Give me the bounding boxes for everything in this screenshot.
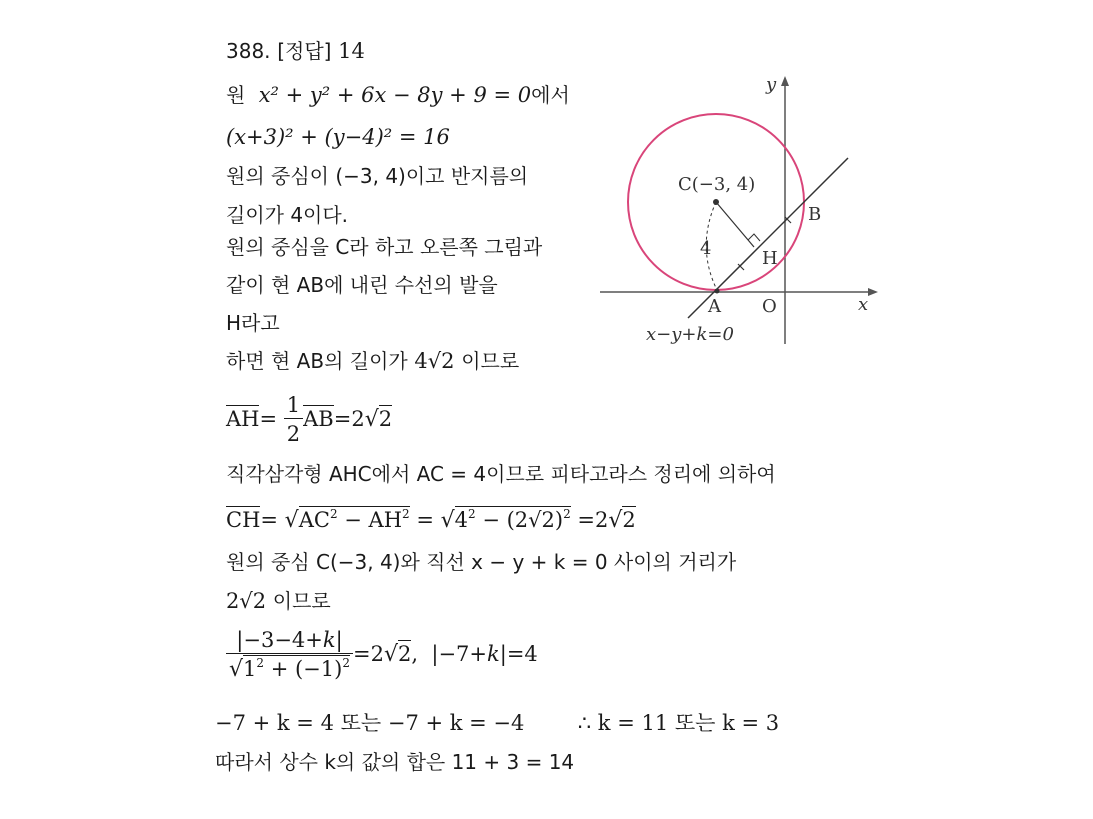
standard-form-equation: (x+3)² + (y−4)² = 16 — [226, 125, 450, 149]
text-line-7: 같이 현 AB에 내린 수선의 발을 — [226, 273, 498, 297]
text-line-11: 직각삼각형 AHC에서 AC = 4이므로 피타고라스 정리에 의하여 — [226, 462, 776, 486]
right-angle-icon — [748, 234, 760, 241]
answer-value: 14 — [338, 39, 365, 63]
answer-tag: [정답] — [277, 39, 332, 63]
circle-equation: x² + y² + 6x − 8y + 9 = 0 — [258, 83, 532, 107]
distance-value: 2√2 — [226, 589, 267, 613]
label-b: B — [808, 204, 822, 225]
label-a: A — [708, 296, 721, 317]
k-cases: −7 + k = 4 또는 −7 + k = −4 — [215, 711, 525, 735]
label-o: O — [762, 296, 777, 317]
k-solution-line — [215, 708, 779, 738]
y-axis-arrow-icon — [781, 76, 789, 86]
conclusion-line — [215, 747, 574, 777]
problem-header — [226, 36, 365, 66]
label-center: C(−3, 4) — [678, 174, 756, 195]
text-circle: 원 — [226, 83, 246, 107]
center-point — [713, 199, 719, 205]
problem-number: 388. — [226, 39, 271, 63]
text-line-6: 원의 중심을 C라 하고 오른쪽 그림과 — [226, 235, 543, 259]
distance-line — [226, 586, 331, 616]
label-h: H — [762, 248, 778, 269]
text-line-13: 원의 중심 C(−3, 4)와 직선 x − y + k = 0 사이의 거리가 — [226, 550, 737, 574]
text-line-5: 길이가 4이다. — [226, 203, 349, 227]
geometry-figure — [596, 72, 886, 352]
text-line-4: 원의 중심이 (−3, 4)이고 반지름의 — [226, 164, 529, 188]
conclusion-text: 따라서 상수 k의 값의 합은 11 + 3 = 14 — [215, 750, 575, 774]
x-axis-arrow-icon — [868, 288, 878, 296]
text-suffix: 에서 — [531, 83, 570, 107]
text-chord-suffix: 이므로 — [461, 349, 520, 373]
label-line-equation: x−y+k=0 — [646, 324, 734, 345]
standard-form-line — [226, 122, 450, 152]
k-result: ∴ k = 11 또는 k = 3 — [577, 711, 780, 735]
text-chord-prefix: 하면 현 AB의 길이가 — [226, 349, 408, 373]
chord-length-line — [226, 346, 519, 376]
ch-equation: $CH= √AC^2 - AH^2 = √4^2 - (2√2)^2 =2√2$ — [226, 507, 636, 533]
label-radius: 4 — [700, 238, 712, 259]
label-x: x — [858, 294, 869, 315]
point-a — [715, 289, 720, 294]
label-y: y — [766, 74, 777, 95]
circle-equation-line — [226, 80, 570, 110]
chord-length-value: 4√2 — [414, 349, 455, 373]
distance-formula: $\frac{|-3-4+k|}{√1^2 + (-1)^2}$ =2√2, |−7+k|=4 — [226, 624, 538, 685]
text-line-8: H라고 — [226, 311, 280, 335]
text-distance-suffix: 이므로 — [272, 589, 331, 613]
ah-equation: AH= $\frac{1}{2}$ AB=2√2 — [226, 393, 393, 446]
